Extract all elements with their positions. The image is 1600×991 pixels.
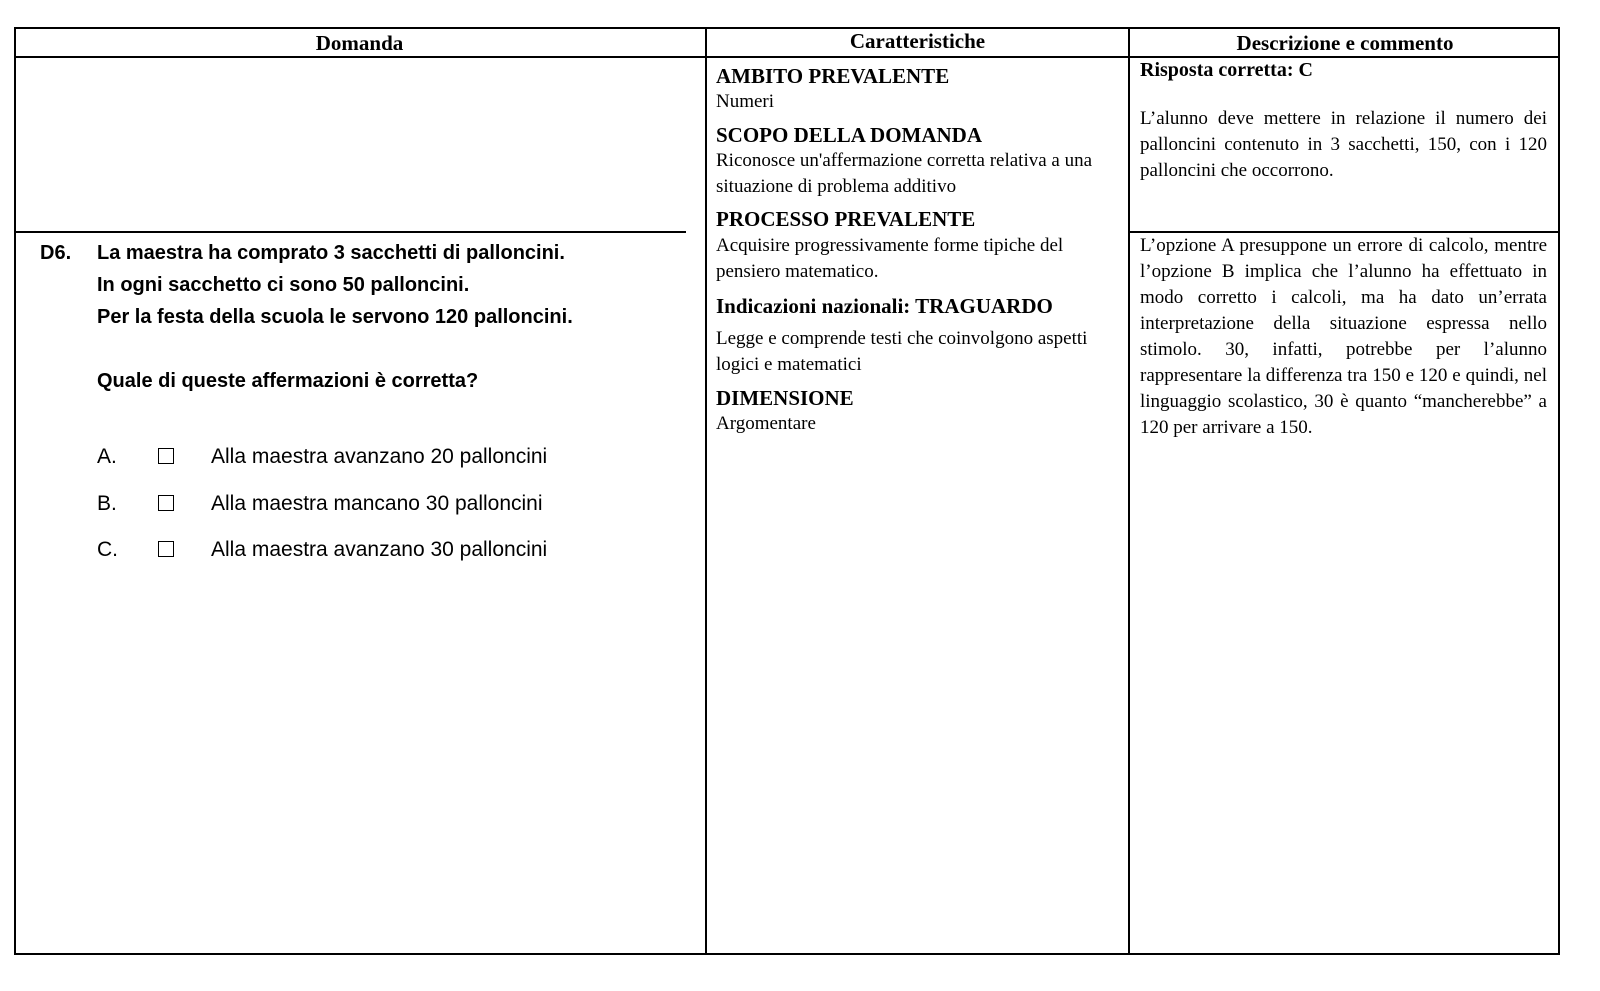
indicazioni-value: Legge e comprende testi che coinvolgono aspetti logici e matematici <box>716 328 1088 375</box>
option-a-text: Alla maestra avanzano 20 palloncini <box>211 445 548 468</box>
description-paragraph-2: L’opzione A presuppone un errore di calcolo, mentre l’opzione B implica che l’alunno ha effettuato in modo corretto i calcoli, ma ha dato un’errata interpretazione della situazione espressa nello stimolo. 30, infatti, potrebbe per l’alunno rappresentare la differenza tra 150 e 120 e quindi, nel linguaggio scolastico, 30 è quanto “mancherebbe” a 120 per arrivare a 150. <box>1140 235 1547 438</box>
option-c-text: Alla maestra avanzano 30 palloncini <box>211 538 548 561</box>
option-a-checkbox[interactable] <box>158 448 174 464</box>
row-divider-left <box>14 231 686 233</box>
header-caratteristiche: Caratteristiche <box>849 29 986 53</box>
option-b-text: Alla maestra mancano 30 palloncini <box>211 492 543 515</box>
question-line-2: In ogni sacchetto ci sono 50 palloncini. <box>97 274 470 296</box>
scopo-value: Riconosce un'affermazione corretta relativa a una situazione di problema additivo <box>716 150 1093 197</box>
question-line-3: Per la festa della scuola le servono 120 palloncini. <box>97 306 573 328</box>
header-domanda: Domanda <box>315 31 404 55</box>
description-paragraph-1: L’alunno deve mettere in relazione il numero dei palloncini contenuto in 3 sacchetti, 150, con i 120 palloncini che occorrono. <box>1140 108 1547 181</box>
ambito-title: AMBITO PREVALENTE <box>716 64 950 88</box>
option-a-letter: A. <box>97 445 117 468</box>
option-c-checkbox[interactable] <box>158 541 174 557</box>
dimensione-title: DIMENSIONE <box>716 386 854 410</box>
question-line-1: La maestra ha comprato 3 sacchetti di palloncini. <box>97 242 565 264</box>
scopo-title: SCOPO DELLA DOMANDA <box>716 123 983 147</box>
question-prompt: Quale di queste affermazioni è corretta? <box>97 370 479 392</box>
header-descrizione: Descrizione e commento <box>1236 31 1454 55</box>
indicazioni-title: Indicazioni nazionali: TRAGUARDO <box>716 294 1053 318</box>
option-c-letter: C. <box>97 538 118 561</box>
dimensione-value: Argomentare <box>716 413 816 434</box>
question-number: D6. <box>40 242 72 264</box>
option-b-letter: B. <box>97 492 117 515</box>
header-divider <box>14 56 1560 58</box>
column-divider-1 <box>705 27 707 955</box>
processo-title: PROCESSO PREVALENTE <box>716 207 976 231</box>
processo-value: Acquisire progressivamente forme tipiche del pensiero matematico. <box>716 235 1064 282</box>
ambito-value: Numeri <box>716 91 775 112</box>
option-b-checkbox[interactable] <box>158 495 174 511</box>
column-divider-2 <box>1128 27 1130 955</box>
correct-answer: Risposta corretta: C <box>1140 59 1313 81</box>
